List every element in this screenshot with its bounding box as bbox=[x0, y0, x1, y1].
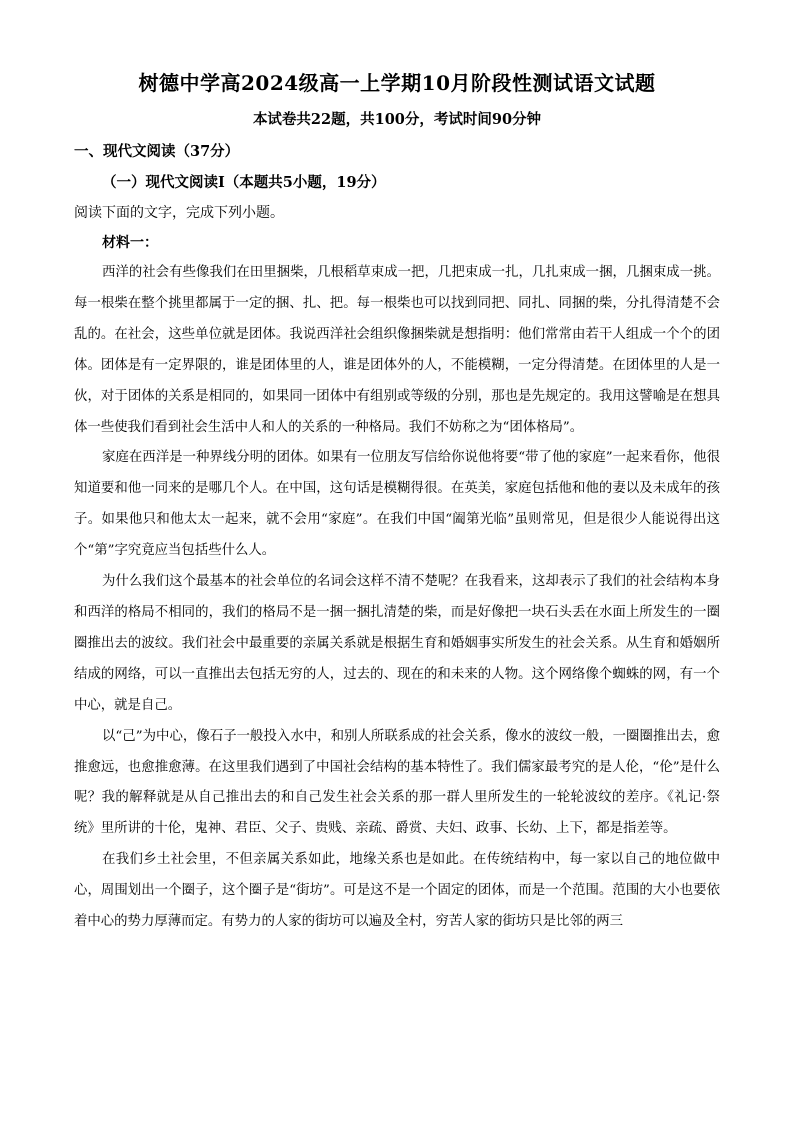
instruction-text: 阅读下面的文字，完成下列小题。 bbox=[74, 205, 284, 221]
paragraph: 在我们乡土社会里，不但亲属关系如此，地缘关系也是如此。在传统结构中，每一家以自己的地位做中心，周围划出一个圈子，这个圈子是“街坊”。可是这不是一个固定的团体，而是一个范围。范围的大小也要依着中心的势力厚薄而定。有势力的人家的街坊可以遍及全村，穷苦人家的街坊只是比邻的两三 bbox=[74, 852, 720, 930]
paragraph: 为什么我们这个最基本的社会单位的名词会这样不清不楚呢？在我看来，这却表示了我们的社会结构本身和西洋的格局不相同的，我们的格局不是一捆一捆扎清楚的柴，而是好像把一块石头丢在水面上所发生的一圈圈推出去的波纹。我们社会中最重要的亲属关系就是根据生育和婚姻事实所发生的社会关系。从生育和婚姻所结成的网络，可以一直推出去包括无穷的人，过去的、现在的和未来的人物。这个网络像个蜘蛛的网，有一个中心，就是自己。 bbox=[74, 574, 720, 713]
page-title: 树德中学高2024级高一上学期10月阶段性测试语文试题 bbox=[138, 71, 656, 95]
paragraph: 家庭在西洋是一种界线分明的团体。如果有一位朋友写信给你说他将要“带了他的家庭”一起来看你，他很知道要和他一同来的是哪几个人。在中国，这句话是模糊得很。在英美，家庭包括他和他的妻以及未成年的孩子。如果他只和他太太一起来，就不会用“家庭”。在我们中国“阖第光临”虽则常见，但是很少人能说得出这个“第”字究竟应当包括些什么人。 bbox=[74, 450, 720, 559]
exam-info: 本试卷共22题，共100分，考试时间90分钟 bbox=[252, 111, 542, 128]
paragraph: 西洋的社会有些像我们在田里捆柴，几根稻草束成一把，几把束成一扎，几扎束成一捆，几捆束成一挑。每一根柴在整个挑里都属于一定的捆、扎、把。每一根柴也可以找到同把、同扎、同捆的柴，分扎得清楚不会乱的。在社会，这些单位就是团体。我说西洋社会组织像捆柴就是想指明：他们常常由若干人组成一个个的团体。团体是有一定界限的，谁是团体里的人，谁是团体外的人，不能模糊，一定分得清楚。在团体里的人是一伙，对于团体的关系是相同的，如果同一团体中有组别或等级的分别，那也是先规定的。我用这譬喻是在想具体一些使我们看到社会生活中人和人的关系的一种格局。我们不妨称之为“团体格局”。 bbox=[74, 265, 720, 435]
section-heading: 一、现代文阅读（37分） bbox=[74, 143, 240, 160]
paragraph: 以“己”为中心，像石子一般投入水中，和别人所联系成的社会关系，像水的波纹一般，一圈圈推出去，愈推愈远，也愈推愈薄。在这里我们遇到了中国社会结构的基本特性了。我们儒家最考究的是人伦，“伦”是什么呢？我的解释就是从自己推出去的和自己发生社会关系的那一群人里所发生的一轮轮波纹的差序。《礼记·祭统》里所讲的十伦，鬼神、君臣、父子、贵贱、亲疏、爵赏、夫妇、政事、长幼、上下，都是指差等。 bbox=[74, 728, 720, 837]
material-label: 材料一： bbox=[102, 235, 158, 251]
subsection-heading: （一）现代文阅读Ⅰ（本题共5小题，19分） bbox=[102, 174, 386, 191]
